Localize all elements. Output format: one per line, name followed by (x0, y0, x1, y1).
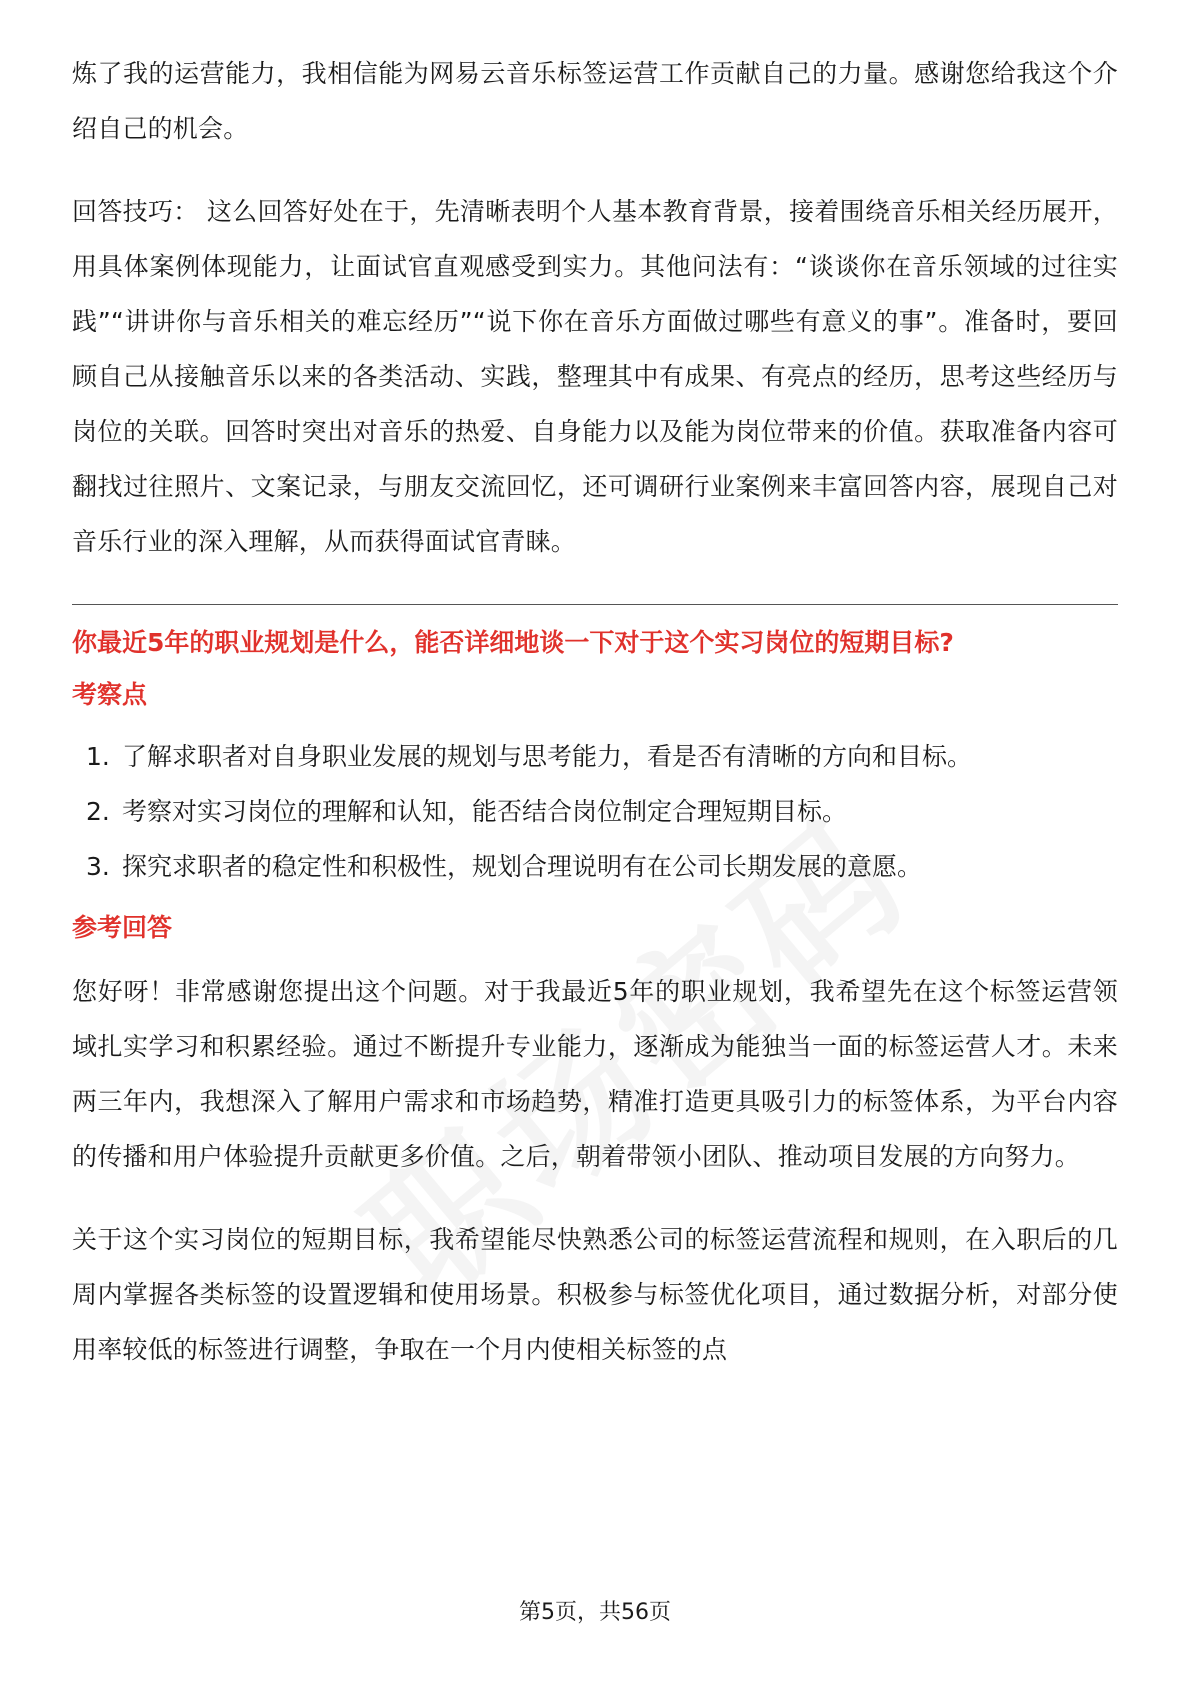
list-item (72, 839, 1118, 894)
list-item-text: 了解求职者对自身职业发展的规划与思考能力，看是否有清晰的方向和目标。 (122, 742, 973, 771)
intro-paragraph-tail: 炼了我的运营能力，我相信能为网易云音乐标签运营工作贡献自己的力量。感谢您给我这个介绍自己的机会。 (72, 59, 1118, 143)
list-item (72, 729, 1118, 784)
exam-points-title: 考察点 (72, 680, 148, 709)
list-item-text: 探究求职者的稳定性和积极性，规划合理说明有在公司长期发展的意愿。 (122, 852, 923, 881)
section-divider (72, 604, 1118, 605)
page-number-footer: 第5页，共56页 (519, 1600, 671, 1625)
list-item-number: 3. (86, 852, 110, 881)
answer-tips-paragraph: 回答技巧： 这么回答好处在于，先清晰表明个人基本教育背景，接着围绕音乐相关经历展开，用具体案例体现能力，让面试官直观感受到实力。其他问法有：“谈谈你在音乐领域的过往实践”“讲讲你与音乐相关的难忘经历”“说下你在音乐方面做过哪些有意义的事”。准备时，要回顾自己从接触音乐以来的各类活动、实践，整理其中有成果、有亮点的经历，思考这些经历与岗位的关联。回答时突出对音乐的热爱、自身能力以及能为岗位带来的价值。获取准备内容可翻找过往照片、文案记录，与朋友交流回忆，还可调研行业案例来丰富回答内容，展现自己对音乐行业的深入理解，从而获得面试官青睐。 (72, 197, 1118, 556)
list-item-text: 考察对实习岗位的理解和认知，能否结合岗位制定合理短期目标。 (122, 797, 848, 826)
list-item-number: 1. (86, 742, 110, 771)
page-content (72, 46, 1118, 1377)
list-item-number: 2. (86, 797, 110, 826)
exam-points-list (72, 729, 1118, 894)
answer-paragraph-1: 您好呀！非常感谢您提出这个问题。对于我最近5年的职业规划，我希望先在这个标签运营领域扎实学习和积累经验。通过不断提升专业能力，逐渐成为能独当一面的标签运营人才。未来两三年内，我想深入了解用户需求和市场趋势，精准打造更具吸引力的标签体系，为平台内容的传播和用户体验提升贡献更多价值。之后，朝着带领小团队、推动项目发展的方向努力。 (72, 977, 1118, 1171)
reference-answer-title: 参考回答 (72, 913, 173, 942)
list-item (72, 784, 1118, 839)
interview-question: 你最近5年的职业规划是什么，能否详细地谈一下对于这个实习岗位的短期目标? (72, 628, 954, 657)
answer-paragraph-2: 关于这个实习岗位的短期目标，我希望能尽快熟悉公司的标签运营流程和规则，在入职后的几周内掌握各类标签的设置逻辑和使用场景。积极参与标签优化项目，通过数据分析，对部分使用率较低的标签进行调整，争取在一个月内使相关标签的点 (72, 1225, 1118, 1364)
